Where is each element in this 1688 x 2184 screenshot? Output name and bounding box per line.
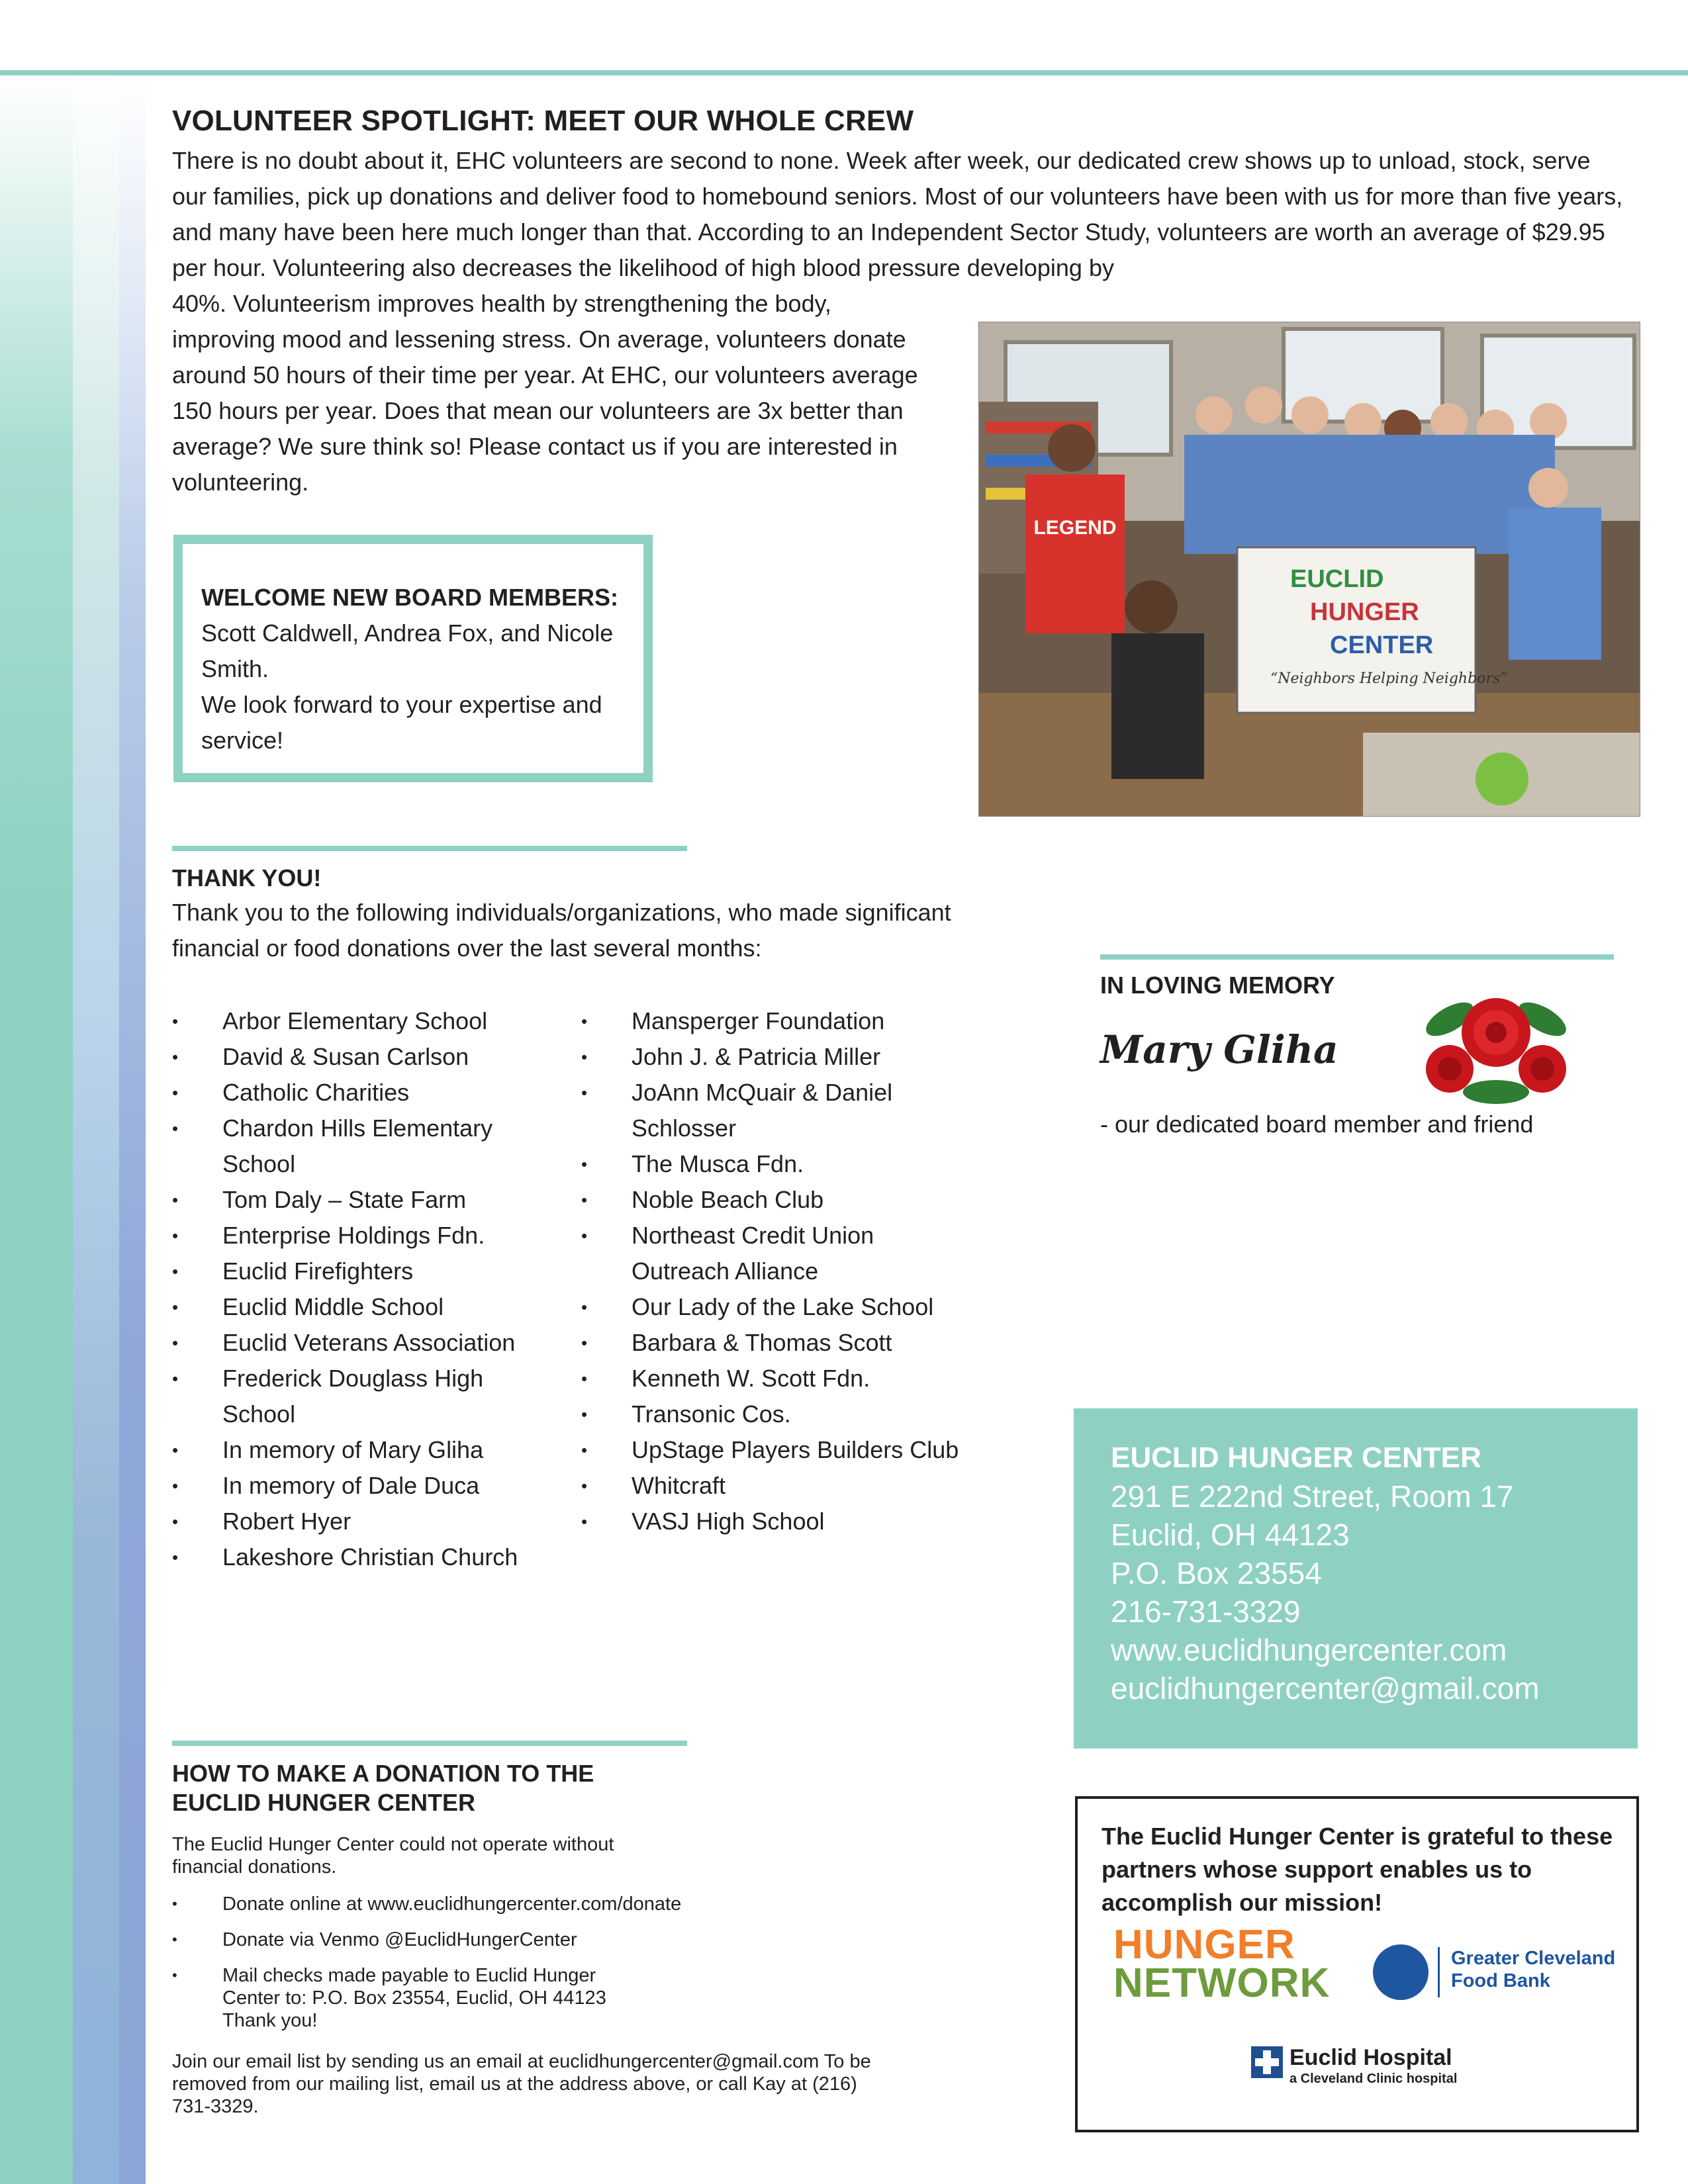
list-item: • Catholic Charities (172, 1075, 556, 1111)
euclid-hospital-name: Euclid Hospital (1289, 2045, 1452, 2070)
list-item: • Mansperger Foundation (581, 1003, 978, 1039)
fork-knife-icon (1373, 1944, 1429, 2000)
address-box (1074, 1408, 1638, 1749)
list-item: • UpStage Players Builders Club (581, 1432, 978, 1468)
volunteer-photo-illustration (979, 322, 1640, 816)
list-item: • Euclid Firefighters (172, 1253, 556, 1289)
volunteer-group-photo (978, 322, 1640, 817)
address-city: Euclid, OH 44123 (1111, 1518, 1350, 1552)
list-item: • Whitcraft (581, 1468, 978, 1504)
banner-tagline: “Neighbors Helping Neighbors” (1270, 670, 1508, 687)
spotlight-paragraph-narrow: 40%. Volunteerism improves health by strengthening the body, improving mood and lessening stress. On average, volunteers donate around 50 hours of their time per year. At EHC, our volunteers average 150 hours per year. Does that mean our volunteers are 3x better than average? We sure think so! Please contact us if you are interested in volunteering. (172, 290, 918, 496)
list-item: • In memory of Dale Duca (172, 1468, 556, 1504)
list-item: • Chardon Hills Elementary School (172, 1111, 556, 1182)
list-item: • In memory of Mary Gliha (172, 1432, 556, 1468)
photo-shirt-text: LEGEND (1033, 517, 1117, 539)
hunger-network-word-2: NETWORK (1113, 1960, 1331, 2006)
list-item: • JoAnn McQuair & Daniel Schlosser (581, 1075, 978, 1146)
list-item: • Lakeshore Christian Church (172, 1539, 556, 1575)
thanks-divider (172, 846, 687, 851)
list-item: • David & Susan Carlson (172, 1039, 556, 1075)
welcome-message: We look forward to your expertise and service! (201, 691, 602, 754)
hunger-network-word-1: HUNGER (1113, 1922, 1295, 1968)
donor-list-column-1 (172, 1003, 556, 1575)
list-item: • Tom Daly – State Farm (172, 1182, 556, 1218)
list-item: • John J. & Patricia Miller (581, 1039, 978, 1075)
roses-icon (1410, 979, 1582, 1112)
address-website[interactable]: www.euclidhungercenter.com (1111, 1633, 1507, 1667)
list-item: • VASJ High School (581, 1504, 978, 1539)
list-item: • Donate online at www.euclidhungercenter.com/donate (172, 1893, 768, 1915)
spotlight-paragraph-full: There is no doubt about it, EHC volunteers are second to none. Week after week, our dedicated crew shows up to unload, stock, serve our families, pick up donations and deliver food to homebound seniors. Most of our volunteers have been with us for more than five years, and many have been here much longer than that. According to an Independent Sector Study, volunteers are worth an average of $29.95 per hour. Volunteering also decreases the likelihood of high blood pressure developing by (172, 147, 1623, 281)
address-po-box: P.O. Box 23554 (1111, 1556, 1322, 1590)
spotlight-title: VOLUNTEER SPOTLIGHT: MEET OUR WHOLE CREW (172, 105, 914, 137)
list-item: • Kenneth W. Scott Fdn. (581, 1361, 978, 1396)
donation-methods-list (172, 1893, 768, 2045)
gcfb-line-1: Greater Cleveland (1451, 1948, 1616, 1969)
thanks-intro: Thank you to the following individuals/organizations, who made significant financial or food donations over the last several months: (172, 899, 951, 962)
list-item: • Transonic Cos. (581, 1396, 978, 1432)
memory-divider (1100, 954, 1614, 960)
donation-divider (172, 1741, 687, 1746)
list-item: • Arbor Elementary School (172, 1003, 556, 1039)
list-item: • Mail checks made payable to Euclid Hunger Center to: P.O. Box 23554, Euclid, OH 44123 Thank you! (172, 1964, 633, 2032)
list-item: • Barbara & Thomas Scott (581, 1325, 978, 1361)
welcome-title: WELCOME NEW BOARD MEMBERS: (201, 584, 618, 611)
memory-description: - our dedicated board member and friend (1100, 1111, 1534, 1138)
list-item: • Enterprise Holdings Fdn. (172, 1218, 556, 1253)
top-divider (0, 70, 1688, 75)
hunger-network-logo (1113, 1922, 1331, 2006)
donation-title: HOW TO MAKE A DONATION TO THE EUCLID HUNGER CENTER (172, 1760, 594, 1816)
address-phone[interactable]: 216-731-3329 (1111, 1594, 1301, 1629)
welcome-board-box (173, 535, 653, 782)
thanks-title: THANK YOU! (172, 864, 322, 891)
address-street: 291 E 222nd Street, Room 17 (1111, 1479, 1514, 1514)
address-email[interactable]: euclidhungercenter@gmail.com (1111, 1671, 1540, 1706)
medical-cross-icon (1251, 2046, 1283, 2078)
euclid-hospital-subtitle: a Cleveland Clinic hospital (1289, 2071, 1458, 2086)
partners-box (1075, 1796, 1639, 2132)
list-item: • Our Lady of the Lake School (581, 1289, 978, 1325)
address-org: EUCLID HUNGER CENTER (1111, 1441, 1481, 1474)
banner-line-1: EUCLID (1290, 565, 1384, 593)
list-item: • Donate via Venmo @EuclidHungerCenter (172, 1929, 768, 1951)
list-item: • Robert Hyer (172, 1504, 556, 1539)
gcfb-line-2: Food Bank (1451, 1970, 1550, 1991)
list-item: • Euclid Middle School (172, 1289, 556, 1325)
list-item: • The Musca Fdn. (581, 1146, 978, 1182)
list-item: • Frederick Douglass High School (172, 1361, 556, 1432)
donation-intro: The Euclid Hunger Center could not operate without financial donations. (172, 1834, 614, 1878)
list-item: • Northeast Credit Union Outreach Alliance (581, 1218, 978, 1289)
banner-line-2: HUNGER (1310, 598, 1419, 626)
left-blue-strip (119, 75, 146, 2184)
banner-line-3: CENTER (1330, 631, 1434, 659)
list-item: • Noble Beach Club (581, 1182, 978, 1218)
left-teal-strip (0, 75, 73, 2184)
welcome-names: Scott Caldwell, Andrea Fox, and Nicole Smith. (201, 619, 614, 682)
donor-list-column-2 (581, 1003, 978, 1539)
memory-name: Mary Gliha (1100, 1027, 1338, 1072)
memory-title: IN LOVING MEMORY (1100, 972, 1335, 999)
partners-text: The Euclid Hunger Center is grateful to these partners whose support enables us to accomplish our mission! (1102, 1823, 1613, 1916)
list-item: • Euclid Veterans Association (172, 1325, 556, 1361)
donation-footer: Join our email list by sending us an email at euclidhungercenter@gmail.com To be removed from our mailing list, email us at the address above, or call Kay at (216) 731-3329. (172, 2051, 871, 2117)
